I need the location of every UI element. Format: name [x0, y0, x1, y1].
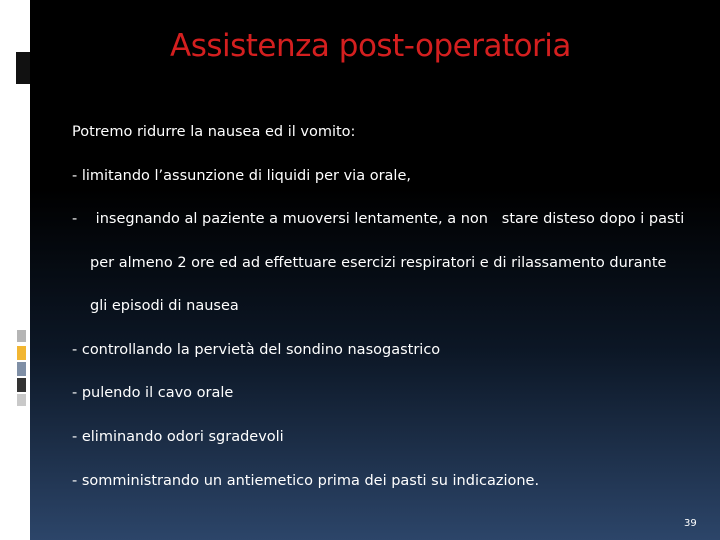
decorative-top-mark — [16, 52, 30, 84]
list-item: - eliminando odori sgradevoli — [72, 429, 284, 445]
slide-title: Assistenza post-operatoria — [170, 28, 571, 64]
decorative-color-bar — [17, 378, 26, 392]
list-item: - insegnando al paziente a muoversi lentamente, a non stare disteso dopo i pasti — [72, 211, 685, 227]
list-item: - pulendo il cavo orale — [72, 385, 234, 401]
list-item-continuation: per almeno 2 ore ed ad effettuare esercizi respiratori e di rilassamento durante — [90, 255, 667, 271]
page-number: 39 — [684, 518, 697, 529]
decorative-color-bar — [17, 394, 26, 406]
decorative-color-bar — [17, 362, 26, 376]
list-item: - limitando l’assunzione di liquidi per via orale, — [72, 168, 411, 184]
list-item: - somministrando un antiemetico prima dei pasti su indicazione. — [72, 473, 540, 489]
list-item-continuation: gli episodi di nausea — [90, 298, 239, 314]
intro-text: Potremo ridurre la nausea ed il vomito: — [72, 124, 356, 140]
decorative-color-bar — [17, 330, 26, 342]
decorative-color-bar — [17, 346, 26, 360]
list-item: - controllando la pervietà del sondino nasogastrico — [72, 342, 441, 358]
